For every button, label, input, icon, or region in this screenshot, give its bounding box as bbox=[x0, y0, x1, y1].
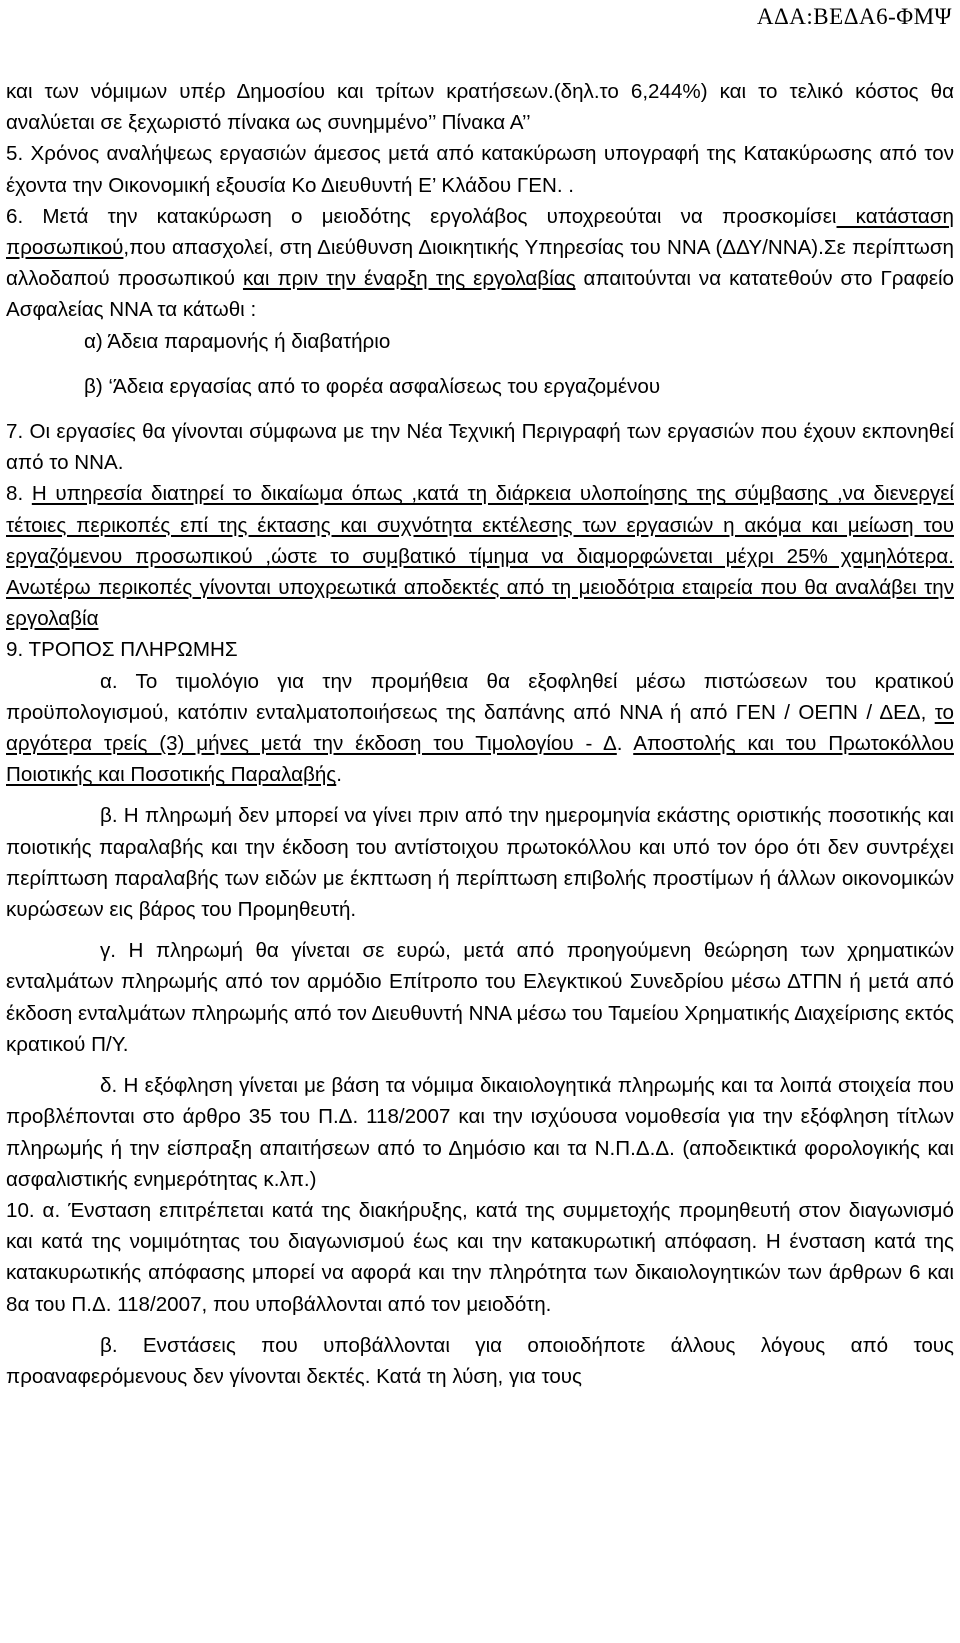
document-code: ΑΔΑ:ΒΕΔΑ6-ΦΜΨ bbox=[756, 4, 952, 29]
paragraph-9-alpha-underline-protocol: Αποστολής και του Πρωτοκόλλου Ποιοτικής και Ποσοτικής Παραλαβής bbox=[6, 732, 954, 787]
paragraph-6-underline-staff: κατάσταση προσωπικού bbox=[6, 204, 954, 260]
paragraph-7: 7. Οι εργασίες θα γίνονται σύμφωνα με την Νέα Τεχνική Περιγραφή των εργασιών που έχουν εκπονηθεί από το ΝΝΑ. bbox=[6, 420, 954, 475]
paragraph-9-gamma: γ. Η πληρωμή θα γίνεται σε ευρώ, μετά από προηγούμενη θεώρηση των χρηματικών ενταλμάτων πληρωμής από τον αρμόδιο Επίτροπο του Ελεγκτικού Συνεδρίου μέσω ΔΤΠΝ ή μετά από έκδοση ενταλμάτων πληρωμής από τον Διευθυντή ΝΝΑ μέσω του Ταμείου Χρηματικής Διαχείρισης εκτός κρατικού Π/Υ. bbox=[6, 939, 954, 1056]
paragraph-9-alpha-text-c: . bbox=[336, 763, 342, 787]
paragraph-9-beta: β. Η πληρωμή δεν μπορεί να γίνει πριν από την ημερομηνία εκάστης οριστικής ποσοτικής και ποιοτικής παραλαβής και την έκδοση του αντίστοιχου πρωτοκόλλου και υπό τον όρο ότι δεν συντρέχει περίπτωση παραλαβής των ειδών με έκπτωση ή περίπτωση επιβολής προστίμων ή άλλων οικονομικών κυρώσεων εις βάρος του Προμηθευτή. bbox=[6, 804, 954, 922]
paragraph-5: 5. Χρόνος αναλήψεως εργασιών άμεσος μετά από κατακύρωση υπογραφή της Κατακύρωσης από τον έχοντα την Οικονομική εξουσία Κο Διευθυντή Ε’ Κλάδου ΓΕΝ. . bbox=[6, 142, 954, 197]
paragraph-9-delta: δ. Η εξόφληση γίνεται με βάση τα νόμιμα δικαιολογητικά πληρωμής και τα λοιπά στοιχεία που προβλέπονται στο άρθρο 35 του Π.Δ. 118/2007 και την ισχύουσα νομοθεσία για την εξόφληση τίτλων πληρωμής ή την είσπραξη απαιτήσεων από το Δημόσιο και τα Ν.Π.Δ.Δ. (αποδεικτικά φορολογικής και ασφαλιστικής ενημερότητας κ.λπ.) bbox=[6, 1074, 954, 1191]
paragraph-6-text-a: 6. Μετά την κατακύρωση ο μειοδότης εργολάβος υποχρεούται να προσκομίσει bbox=[6, 204, 837, 228]
paragraph-10-beta: β. Ενστάσεις που υποβάλλονται για οποιοδήποτε άλλους λόγους από τους προαναφερόμενους δεν γίνονται δεκτές. Κατά τη λύση, για τους bbox=[6, 1333, 954, 1388]
paragraph-6-underline-start: και πριν την έναρξη της εργολαβίας bbox=[242, 267, 576, 291]
paragraph-6 bbox=[6, 201, 954, 326]
paragraph-6-item-beta: β) ‘Άδεια εργασίας από το φορέα ασφαλίσεως του εργαζομένου bbox=[84, 374, 661, 398]
document-body bbox=[6, 76, 954, 1392]
paragraph-8-underlined-text: Η υπηρεσία διατηρεί το δικαίωμα όπως ,κατά τη διάρκεια υλοποίησης της σύμβασης ,να διενεργεί τέτοιες περικοπές επί της έκτασης και συχνότητα εκτέλεσης των εργασιών η ακόμα και μείωση του εργαζόμενου προσωπικού ,ώστε το συμβατικό τίμημα να διαμορφώνεται μέχρι 25% χαμηλότερα. Ανωτέρω περικοπές γίνονται υποχρεωτικά αποδεκτές από τη μειοδότρια εταιρεία που θα αναλάβει την εργολαβία bbox=[6, 482, 954, 631]
paragraph-8 bbox=[6, 478, 954, 634]
paragraph-9-heading: 9. ΤΡΟΠΟΣ ΠΛΗΡΩΜΗΣ bbox=[6, 638, 238, 662]
paragraph-6-item-alpha: α) Άδεια παραμονής ή διαβατήριο bbox=[84, 329, 391, 353]
paragraph-6-text-b: ,που απασχολεί, στη Διεύθυνση Διοικητικής Υπηρεσίας του ΝΝΑ (ΔΔΥ/ΝΝΑ).Σε περίπτωση αλλοδαπού προσωπικού bbox=[6, 236, 954, 291]
paragraph-9-alpha-text-a: α. Το τιμολόγιο για την προμήθεια θα εξοφληθεί μέσω πιστώσεων του κρατικού προϋπολογισμού, κατόπιν ενταλματοποιήσεως της δαπάνης από ΝΝΑ ή από ΓΕΝ / ΟΕΠΝ / ΔΕΔ, bbox=[6, 669, 954, 724]
paragraph-9-alpha bbox=[6, 666, 954, 791]
paragraph-9-alpha-text-b: . bbox=[616, 732, 634, 756]
paragraph-10-alpha: 10. α. Ένσταση επιτρέπεται κατά της διακήρυξης, κατά της συμμετοχής προμηθευτή στον διαγωνισμό και κατά της νομιμότητας του διαγωνισμού έως και την κατακυρωτική απόφαση. Η ένσταση κατά της κατακυρωτικής απόφασης μπορεί να αφορά και την πληρότητα των δικαιολογητικών των άρθρων 6 και 8α του Π.Δ. 118/2007, που υποβάλλονται από τον μειοδότη. bbox=[6, 1198, 954, 1316]
paragraph-9-alpha-underline-deadline: το αργότερα τρείς (3) μήνες μετά την έκδοση του Τιμολογίου - Δ bbox=[6, 700, 954, 756]
paragraph-8-number: 8. bbox=[6, 482, 32, 506]
paragraph-6-text-c: απαιτούνται να κατατεθούν στο Γραφείο Ασφαλείας ΝΝΑ τα κάτωθι : bbox=[6, 267, 954, 322]
paragraph-continuation: και των νόμιμων υπέρ Δημοσίου και τρίτων κρατήσεων.(δηλ.το 6,244%) και το τελικό κόστος θα αναλύεται σε ξεχωριστό πίνακα ως συνημμένο’’ Πίνακα Α’’ bbox=[6, 80, 954, 135]
